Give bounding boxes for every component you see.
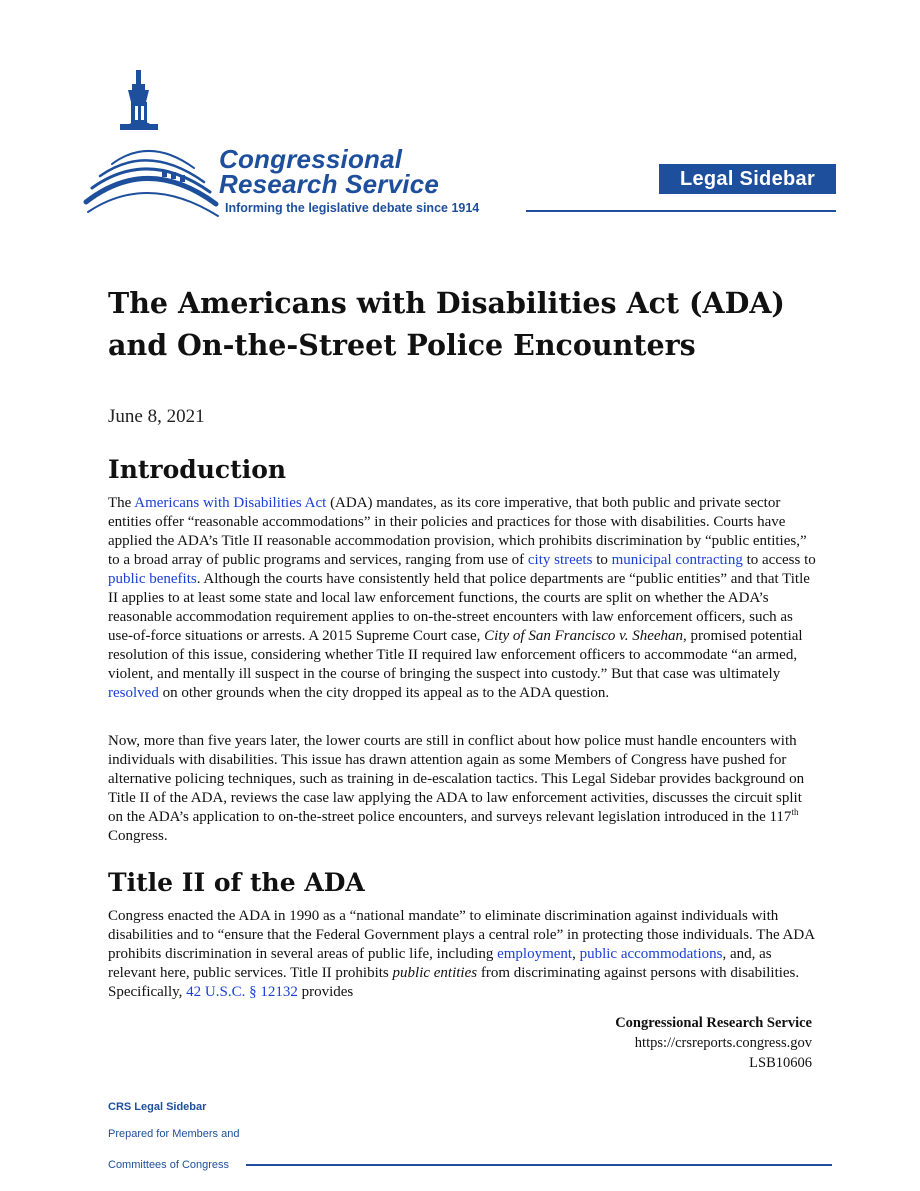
capitol-dome-logo-icon [78,62,228,222]
link-resolved[interactable]: resolved [108,685,159,701]
link-ada[interactable]: Americans with Disabilities Act [134,495,327,511]
intro-paragraph-1 [108,494,816,703]
superscript: th [791,807,799,817]
footer-divider [246,1164,832,1166]
footer-left-line3: Committees of Congress [108,1159,230,1171]
text-run: to [592,552,612,568]
text-run: , [572,946,580,962]
text-run: provides [297,984,354,1000]
footer-report-id: LSB10606 [749,1055,812,1071]
text-run: from discriminating against persons with disabilities. Specifically, [108,965,800,1000]
footer-org-name: Congressional Research Service [615,1015,812,1031]
link-municipal-contracting[interactable]: municipal contracting [611,552,743,568]
text-run: The [108,495,135,511]
text-run: on other grounds when the city dropped its appeal as to the ADA question. [158,685,610,701]
title-ii-paragraph-1 [108,907,816,1002]
footer-url: https://crsreports.congress.gov [634,1035,812,1051]
footer-citation [615,1013,812,1073]
text-run: Congress. [108,828,168,844]
emphasis-public-entities: public entities [392,965,478,981]
footer-left-line2: Prepared for Members and [108,1128,240,1140]
document-date: June 8, 2021 [108,406,205,427]
header-divider [526,210,836,212]
link-public-accommodations[interactable]: public accommodations [579,946,723,962]
text-run: Congress enacted the ADA in 1990 as a “national mandate” to eliminate discrimination against individuals with disabilities and to “ensure that the Federal Government plays a central role” in protecting those individuals. The ADA prohibits discrimination in several areas of public life, including [108,908,815,962]
link-employment[interactable]: employment [497,946,573,962]
org-name-line1: Congressional [219,144,403,174]
link-42-usc-12132[interactable]: 42 U.S.C. § 12132 [186,984,298,1000]
text-run: Now, more than five years later, the lower courts are still in conflict about how police must handle encounters with individuals with disabilities. This issue has drawn attention again as some Members of Congress have pushed for alternative policing techniques, such as training in de-escalation tactics. This Legal Sidebar provides background on Title II of the ADA, reviews the case law applying the ADA to law enforcement activities, discusses the circuit split on the ADA’s application to on-the-street police encounters, and surveys relevant legislation introduced in the 117 [108,733,805,825]
link-public-benefits[interactable]: public benefits [108,571,197,587]
legal-sidebar-badge: Legal Sidebar [659,164,836,194]
intro-paragraph-2 [108,732,816,846]
text-run: (ADA) mandates, as its core imperative, that both public and private sector entities offer “reasonable accommodations” in their policies and practices for those with disabilities. Courts have applied the ADA’s Title II reasonable accommodation provision, which prohibits discrimination by “public entities,” to a broad array of public programs and services, ranging from use of [108,495,807,568]
org-tagline: Informing the legislative debate since 1914 [225,201,480,215]
document-title: The Americans with Disabilities Act (ADA) and On-the-Street Police Encounters [108,286,785,362]
org-name-line2: Research Service [219,169,440,199]
section-heading-title-ii: Title II of the ADA [108,868,365,897]
header [0,0,920,230]
text-run: to access to [742,552,816,568]
text-run: . Although the courts have consistently held that police departments are “public entities” and that Title II applies to at least some state and local law enforcement functions, the courts are split on whether the ADA’s reasonable accommodation requirement applies to on-the-street encounters with law enforcement officers, such as use-of-force situations or arrests. A 2015 Supreme Court case, [108,571,810,644]
case-name: City of San Francisco v. Sheehan [484,628,684,644]
text-run: , and, as relevant here, public services. Title II prohibits [108,946,772,981]
footer-left-title: CRS Legal Sidebar [108,1101,207,1113]
text-run: , promised potential resolution of this issue, considering whether Title II required law enforcement officers to accommodate “an armed, violent, and mentally ill suspect in the course of bringing the suspect into custody.” But that case was ultimately [108,628,803,682]
link-city-streets[interactable]: city streets [527,552,593,568]
section-heading-introduction: Introduction [108,455,287,484]
